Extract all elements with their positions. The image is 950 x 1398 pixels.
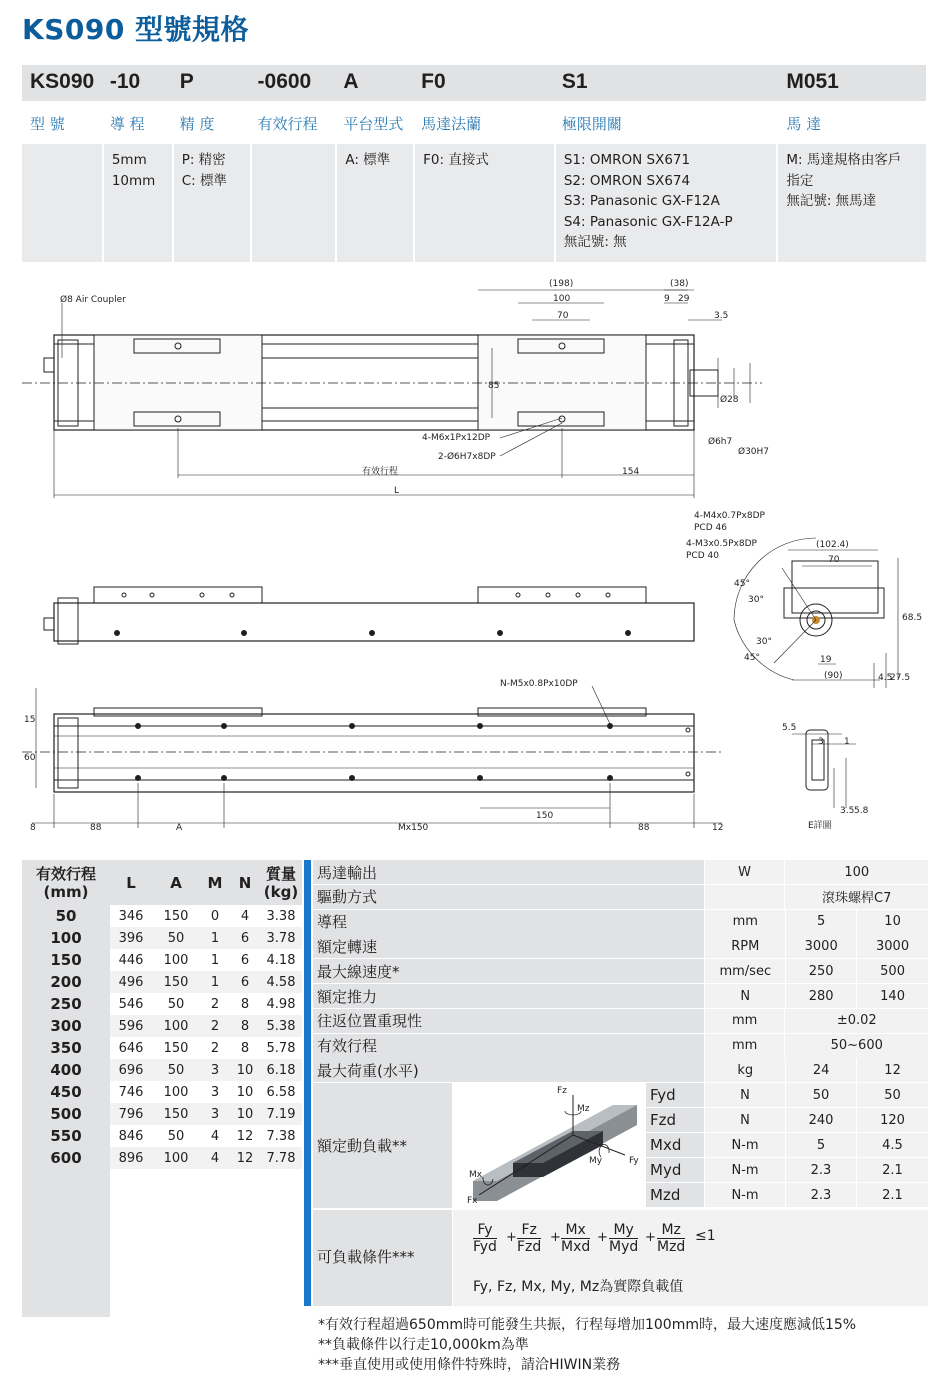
- spec-row: [313, 1034, 928, 1058]
- formula-fraction: [561, 1222, 590, 1255]
- load-unit: N: [705, 1108, 785, 1132]
- formula-fraction: [517, 1222, 541, 1255]
- dim-label: 2-Ø6H7x8DP: [438, 452, 496, 462]
- spec-value: ±0.02: [785, 1009, 928, 1033]
- axis-label: Fy: [629, 1156, 639, 1166]
- stroke-table-cell: 1: [200, 971, 230, 993]
- dim-label: 27.5: [890, 673, 911, 683]
- stroke-table-cell: 12: [230, 1147, 260, 1169]
- dim-label: Ø8 Air Coupler: [60, 295, 126, 305]
- spec-label: 驅動方式: [313, 885, 704, 909]
- dim-label: 150: [536, 811, 554, 821]
- load-value: 2.1: [857, 1158, 928, 1182]
- stroke-table-row: [22, 1015, 302, 1037]
- dim-label: 100: [553, 294, 571, 304]
- stroke-table-col: 有效行程 (mm): [35, 864, 96, 901]
- stroke-table-cell: 796: [110, 1103, 152, 1125]
- dim-label: 4-M3x0.5Px8DP: [686, 539, 757, 549]
- stroke-table-cell: 550: [22, 1125, 110, 1147]
- dim-label: 30°: [748, 595, 764, 605]
- stroke-table-cell: 3.38: [260, 905, 302, 927]
- numerator: Mx: [561, 1222, 590, 1239]
- code-part: P: [179, 70, 194, 93]
- stroke-table-cell: 5.38: [260, 1015, 302, 1037]
- stroke-table-cell: 500: [22, 1103, 110, 1125]
- stroke-table-cell: 7.19: [260, 1103, 302, 1125]
- dim-label: 45°: [734, 579, 750, 589]
- load-value: 2.1: [857, 1183, 928, 1207]
- stroke-table-row: [22, 993, 302, 1015]
- stroke-table-cell: 50: [152, 1059, 200, 1081]
- stroke-table-col: N: [238, 873, 252, 892]
- stroke-table-cell: 150: [152, 1103, 200, 1125]
- stroke-table-cell: 6: [230, 971, 260, 993]
- numerator: Mz: [657, 1222, 685, 1239]
- stroke-table-row: [22, 905, 302, 927]
- stroke-table-row: [22, 1059, 302, 1081]
- stroke-table-cell: 1: [200, 949, 230, 971]
- spec-unit: [705, 885, 785, 909]
- code-option: S1: OMRON SX671 S2: OMRON SX674 S3: Panasonic GX-F12A S4: Panasonic GX-F12A-P 無記號: 無: [556, 144, 776, 262]
- dim-label: 8: [30, 823, 36, 833]
- spec-label: 最大荷重(水平): [313, 1058, 704, 1082]
- stroke-table-cell: 100: [152, 949, 200, 971]
- dim-label: 70: [828, 555, 840, 565]
- stroke-table-cell: 646: [110, 1037, 152, 1059]
- load-unit: N: [705, 1083, 785, 1107]
- stroke-table-cell: 12: [230, 1125, 260, 1147]
- stroke-table-cell: 8: [230, 1037, 260, 1059]
- stroke-table-cell: 350: [22, 1037, 110, 1059]
- dim-label: Ø28: [720, 395, 739, 405]
- stroke-table-col: L: [126, 873, 136, 892]
- load-value: 5: [786, 1133, 856, 1157]
- dim-label: (38): [670, 279, 689, 289]
- load-value: 2.3: [786, 1158, 856, 1182]
- stroke-table-cell: 746: [110, 1081, 152, 1103]
- dim-label: (90): [824, 671, 843, 681]
- code-option: A: 標準: [337, 144, 413, 262]
- stroke-table-cell: 696: [110, 1059, 152, 1081]
- dim-label: 9: [664, 294, 670, 304]
- code-option: [252, 144, 336, 262]
- spec-row: [313, 959, 928, 983]
- stroke-table-row: [22, 971, 302, 993]
- plus-sign: +: [645, 1230, 656, 1245]
- code-part: -0600: [257, 70, 312, 93]
- footnote: **負載條件以行走10,000km為準: [318, 1337, 529, 1353]
- end-view: [734, 538, 898, 688]
- dim-label: (198): [549, 279, 574, 289]
- load-value: 2.3: [786, 1183, 856, 1207]
- code-label: 精 度: [179, 115, 215, 133]
- code-label: 型 號: [30, 115, 65, 133]
- dim-label: L: [394, 486, 400, 496]
- stroke-table-cell: 396: [110, 927, 152, 949]
- stroke-table-cell: 400: [22, 1059, 110, 1081]
- spec-unit: W: [705, 860, 785, 884]
- stroke-table-cell: 546: [110, 993, 152, 1015]
- numerator: My: [609, 1222, 638, 1239]
- stroke-table-cell: 10: [230, 1103, 260, 1125]
- stroke-table-cell: 3: [200, 1081, 230, 1103]
- spec-value: 3000: [786, 934, 856, 958]
- stroke-table-cell: 150: [152, 905, 200, 927]
- dim-label: 4.5: [878, 673, 893, 683]
- dim-label: 88: [638, 823, 650, 833]
- code-option: [22, 144, 102, 262]
- stroke-table-cell: 8: [230, 1015, 260, 1037]
- spec-row: [313, 885, 928, 909]
- stroke-table-row: [22, 1103, 302, 1125]
- stroke-table-cell: 4: [230, 905, 260, 927]
- code-option: F0: 直接式: [415, 144, 554, 262]
- code-part: KS090: [30, 70, 95, 93]
- numerator: Fz: [517, 1222, 541, 1239]
- stroke-table-cell: 4.98: [260, 993, 302, 1015]
- spec-row: [313, 984, 928, 1008]
- spec-value: 3000: [857, 934, 928, 958]
- code-option: 5mm 10mm: [104, 144, 172, 262]
- load-row: [646, 1183, 928, 1207]
- dim-label: Ø30H7: [738, 447, 770, 457]
- spec-value: 500: [857, 959, 928, 983]
- stroke-table-row: [22, 1081, 302, 1103]
- load-unit: N-m: [705, 1133, 785, 1157]
- code-part: S1: [561, 70, 588, 93]
- denominator: Mzd: [657, 1239, 686, 1255]
- bottom-view: [22, 686, 722, 828]
- stroke-table-cell: 3: [200, 1103, 230, 1125]
- divider-bar: [304, 860, 311, 1306]
- spec-value: 10: [857, 910, 928, 934]
- model-code-options: [22, 144, 926, 262]
- numerator: Fy: [473, 1222, 497, 1239]
- stroke-table-cell: 100: [152, 1081, 200, 1103]
- stroke-table-cell: 4: [200, 1125, 230, 1147]
- axis-label: Mx: [469, 1170, 483, 1180]
- stroke-table-row: [22, 927, 302, 949]
- load-name: Fyd: [646, 1083, 704, 1107]
- stroke-table-cell: 6: [230, 927, 260, 949]
- dim-label: 15: [24, 715, 36, 725]
- code-option: M: 馬達規格由客戶 指定 無記號: 無馬達: [778, 144, 926, 262]
- load-row: [646, 1133, 928, 1157]
- dim-label: 4-M4x0.7Px8DP: [694, 511, 765, 521]
- load-unit: N-m: [705, 1158, 785, 1182]
- stroke-table-cell: 2: [200, 1015, 230, 1037]
- dim-label: 3.5: [714, 311, 729, 321]
- model-code-header: [22, 65, 926, 101]
- stroke-table-cell: 50: [152, 927, 200, 949]
- stroke-table-cell: 896: [110, 1147, 152, 1169]
- dim-label: 12: [712, 823, 724, 833]
- dim-label: 4-M6x1Px12DP: [422, 433, 491, 443]
- dim-label: 1: [844, 737, 850, 747]
- stroke-table-cell: 4.18: [260, 949, 302, 971]
- model-code-table: [22, 65, 926, 262]
- dim-label: 5.5: [782, 723, 797, 733]
- spec-label: 馬達輸出: [313, 860, 704, 884]
- axis-label: My: [589, 1156, 603, 1166]
- drawing-svg: [22, 268, 928, 848]
- spec-row: [313, 860, 928, 884]
- spec-unit: mm/sec: [705, 959, 785, 983]
- spec-value: 50~600: [785, 1034, 928, 1058]
- spec-label: 往返位置重現性: [313, 1009, 704, 1033]
- dim-label: N-M5x0.8Px10DP: [500, 679, 578, 689]
- condition-formula: [453, 1210, 928, 1306]
- stroke-table-cell: 150: [22, 949, 110, 971]
- load-row: [646, 1083, 928, 1107]
- spec-value: 5: [786, 910, 856, 934]
- stroke-table-body: [22, 905, 302, 1169]
- stroke-table-cell: 50: [152, 1125, 200, 1147]
- spec-label: 導程: [313, 910, 704, 934]
- formula-fraction: [473, 1222, 497, 1255]
- dim-label: 45°: [744, 653, 760, 663]
- dim-label: 68.5: [902, 613, 923, 623]
- load-row: [646, 1108, 928, 1132]
- condition-note: Fy, Fz, Mx, My, Mz為實際負載值: [473, 1279, 684, 1295]
- spec-row: [313, 910, 928, 934]
- spec-value: 12: [857, 1058, 928, 1082]
- stroke-table-cell: 300: [22, 1015, 110, 1037]
- stroke-table-cell: 10: [230, 1081, 260, 1103]
- spec-value: 24: [786, 1058, 856, 1082]
- dim-label: 3: [818, 737, 824, 747]
- stroke-table-cell: 846: [110, 1125, 152, 1147]
- spec-unit: mm: [705, 1009, 785, 1033]
- condition-label: 可負載條件***: [313, 1210, 452, 1306]
- footnote: ***垂直使用或使用條件特殊時，請洽HIWIN業務: [318, 1357, 621, 1373]
- less-equal-sign: ≤1: [695, 1228, 716, 1244]
- load-value: 50: [786, 1083, 856, 1107]
- spec-unit: N: [705, 984, 785, 1008]
- load-name: Mxd: [646, 1133, 704, 1157]
- stroke-table: [22, 860, 302, 1317]
- stroke-table-cell: 446: [110, 949, 152, 971]
- stroke-table-col: M: [207, 873, 223, 892]
- load-value: 240: [786, 1108, 856, 1132]
- stroke-table-cell: 1: [200, 927, 230, 949]
- denominator: Fyd: [473, 1239, 497, 1255]
- e-detail-labels: [782, 723, 869, 831]
- code-label: 有效行程: [257, 115, 318, 133]
- spec-label: 額定轉速: [313, 934, 704, 958]
- dim-label: Mx150: [398, 823, 429, 833]
- stroke-table-col: 質量 (kg): [263, 864, 299, 901]
- dim-label: 3.5: [840, 806, 855, 816]
- spec-value: 280: [786, 984, 856, 1008]
- dim-label: A: [176, 823, 183, 833]
- formula-fraction: [657, 1222, 685, 1255]
- dim-label: 70: [557, 311, 569, 321]
- dim-label: PCD 46: [694, 523, 727, 533]
- stroke-table-cell: 10: [230, 1059, 260, 1081]
- spec-value: 140: [857, 984, 928, 1008]
- dim-label: 30°: [756, 637, 772, 647]
- stroke-table-cell: 5.78: [260, 1037, 302, 1059]
- spec-unit: mm: [705, 1034, 785, 1058]
- dim-label: 5.8: [854, 806, 869, 816]
- stroke-table-header: [22, 860, 302, 905]
- load-name: Myd: [646, 1158, 704, 1182]
- dim-label: PCD 40: [686, 551, 719, 561]
- stroke-table-row: [22, 1125, 302, 1147]
- spec-label: 額定推力: [313, 984, 704, 1008]
- spec-row: [313, 934, 928, 958]
- stroke-table-cell: 100: [152, 1015, 200, 1037]
- plus-sign: +: [550, 1230, 561, 1245]
- stroke-table-cell: 100: [22, 927, 110, 949]
- stroke-table-cell: 4.58: [260, 971, 302, 993]
- load-name: Mzd: [646, 1183, 704, 1207]
- spec-row: [313, 1009, 928, 1033]
- stroke-table-cell: 3: [200, 1059, 230, 1081]
- page-title: KS090 型號規格: [22, 13, 250, 46]
- stroke-table-cell: 600: [22, 1147, 110, 1169]
- code-part: M051: [786, 70, 839, 93]
- stroke-table-row: [22, 1147, 302, 1169]
- stroke-table-cell: 7.78: [260, 1147, 302, 1169]
- dim-label: Ø6h7: [708, 437, 733, 447]
- spec-unit: mm: [705, 910, 785, 934]
- stroke-table-cell: 50: [22, 905, 110, 927]
- spec-value: 250: [786, 959, 856, 983]
- code-option: P: 精密 C: 標準: [174, 144, 250, 262]
- stroke-table-cell: 7.38: [260, 1125, 302, 1147]
- load-name: Fzd: [646, 1108, 704, 1132]
- stroke-table-row: [22, 1037, 302, 1059]
- stroke-table-cell: 0: [200, 905, 230, 927]
- spec-label: 有效行程: [313, 1034, 704, 1058]
- stroke-table-cell: 6: [230, 949, 260, 971]
- dim-label: 154: [622, 467, 640, 477]
- dim-label: (102.4): [816, 540, 849, 550]
- load-value: 4.5: [857, 1133, 928, 1157]
- stroke-table-cell: 6.58: [260, 1081, 302, 1103]
- spec-label: 最大線速度*: [313, 959, 704, 983]
- code-label: 極限開關: [561, 115, 622, 133]
- footnotes: [318, 1315, 856, 1375]
- axis-label: Mz: [577, 1104, 590, 1114]
- dim-label: 85: [488, 381, 500, 391]
- stroke-table-col: A: [170, 873, 182, 892]
- spec-value: 滾珠螺桿C7: [785, 885, 928, 909]
- load-value: 120: [857, 1108, 928, 1132]
- stroke-table-cell: 200: [22, 971, 110, 993]
- load-diagram-svg: [453, 1083, 645, 1208]
- stroke-table-cell: 450: [22, 1081, 110, 1103]
- denominator: Mxd: [561, 1239, 591, 1255]
- code-label: 馬 達: [786, 115, 822, 133]
- model-code-labels: [22, 101, 926, 144]
- side-view: [44, 587, 694, 644]
- code-part: A: [343, 70, 359, 93]
- load-diagram: [453, 1083, 645, 1208]
- stroke-table-cell: 150: [152, 971, 200, 993]
- spec-unit: kg: [705, 1058, 785, 1082]
- stroke-table-cell: 3.78: [260, 927, 302, 949]
- stroke-table-cell: 2: [200, 993, 230, 1015]
- code-part: -10: [109, 70, 141, 93]
- stroke-table-cell: 50: [152, 993, 200, 1015]
- stroke-table-cell: 100: [152, 1147, 200, 1169]
- stroke-table-cell: 596: [110, 1015, 152, 1037]
- stroke-table-cell: 250: [22, 993, 110, 1015]
- dim-label: E詳圖: [808, 821, 832, 831]
- stroke-table-filler: [22, 1169, 110, 1317]
- load-label: 額定動負載**: [313, 1083, 452, 1208]
- code-part: F0: [421, 70, 446, 93]
- dim-label: 88: [90, 823, 102, 833]
- denominator: Myd: [609, 1239, 639, 1255]
- dim-label: 60: [24, 753, 36, 763]
- plus-sign: +: [597, 1230, 608, 1245]
- denominator: Fzd: [517, 1239, 542, 1255]
- stroke-table-cell: 150: [152, 1037, 200, 1059]
- load-value: 50: [857, 1083, 928, 1107]
- spec-value: 100: [785, 860, 928, 884]
- dim-label: 29: [678, 294, 690, 304]
- load-row: [646, 1158, 928, 1182]
- axis-label: Fx: [467, 1196, 478, 1206]
- formula-fraction: [609, 1222, 638, 1255]
- stroke-table-row: [22, 949, 302, 971]
- dim-label: 有效行程: [362, 467, 399, 477]
- end-view-labels: [686, 511, 922, 683]
- code-label: 馬達法蘭: [421, 115, 482, 133]
- spec-row: [313, 1058, 928, 1082]
- code-label: 平台型式: [343, 115, 404, 133]
- dim-label: 19: [820, 655, 832, 665]
- bottom-view-labels: [24, 679, 723, 833]
- code-label: 導 程: [109, 115, 145, 133]
- stroke-table-cell: 346: [110, 905, 152, 927]
- spec-unit: RPM: [705, 934, 785, 958]
- footnote: *有效行程超過650mm時可能發生共振，行程每增加100mm時，最大速度應減低15%: [318, 1317, 857, 1333]
- stroke-table-cell: 496: [110, 971, 152, 993]
- stroke-table-cell: 4: [200, 1147, 230, 1169]
- stroke-table-cell: 6.18: [260, 1059, 302, 1081]
- stroke-table-cell: 2: [200, 1037, 230, 1059]
- plus-sign: +: [506, 1230, 517, 1245]
- load-unit: N-m: [705, 1183, 785, 1207]
- stroke-table-cell: 8: [230, 993, 260, 1015]
- engineering-drawing: [22, 268, 928, 848]
- axis-label: Fz: [557, 1086, 567, 1096]
